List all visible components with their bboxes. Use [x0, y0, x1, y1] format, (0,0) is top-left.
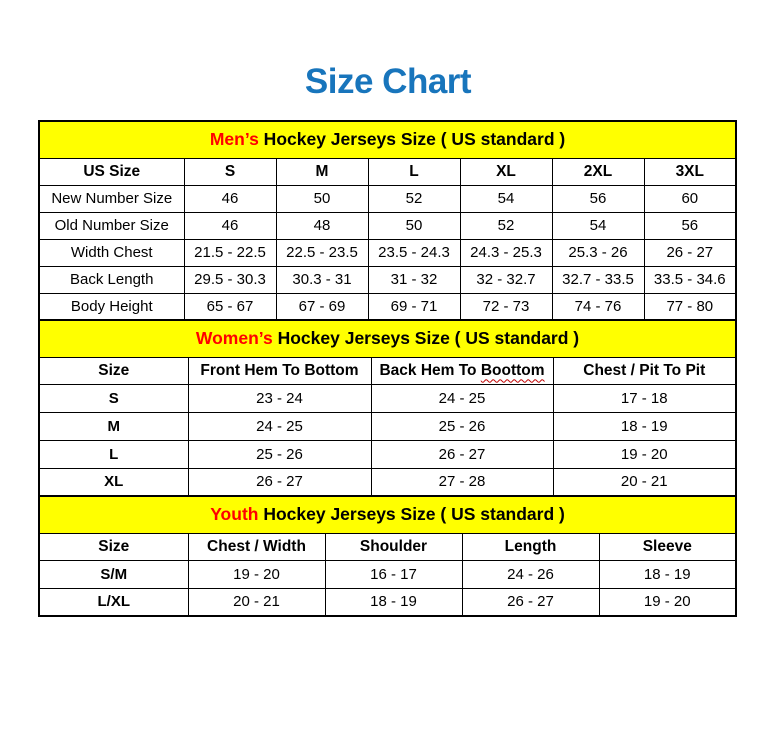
column-header-cell: Size — [39, 357, 188, 384]
column-header-cell: 2XL — [552, 158, 644, 185]
value-cell: 29.5 - 30.3 — [184, 266, 276, 293]
value-cell: 23 - 24 — [188, 384, 371, 412]
size-label-cell: XL — [39, 468, 188, 496]
column-header-cell: Front Hem To Bottom — [188, 357, 371, 384]
table-row — [39, 266, 736, 293]
size-label-cell: S — [39, 384, 188, 412]
column-header-cell: US Size — [39, 158, 184, 185]
table-row — [39, 293, 736, 320]
value-cell: 50 — [368, 212, 460, 239]
value-cell: 65 - 67 — [184, 293, 276, 320]
womens-section-band — [39, 320, 736, 357]
value-cell: 33.5 - 34.6 — [644, 266, 736, 293]
value-cell: 24.3 - 25.3 — [460, 239, 552, 266]
value-cell: 56 — [552, 185, 644, 212]
size-label-cell: L — [39, 440, 188, 468]
value-cell: 60 — [644, 185, 736, 212]
value-cell: 26 - 27 — [188, 468, 371, 496]
mens-size-table — [38, 120, 737, 321]
value-cell: 27 - 28 — [371, 468, 553, 496]
womens-section-highlight: Women’s — [195, 328, 273, 349]
size-chart-page — [0, 64, 776, 617]
value-cell: 74 - 76 — [552, 293, 644, 320]
value-cell: 31 - 32 — [368, 266, 460, 293]
value-cell: 24 - 25 — [371, 384, 553, 412]
value-cell: 32.7 - 33.5 — [552, 266, 644, 293]
value-cell: 72 - 73 — [460, 293, 552, 320]
table-row — [39, 440, 736, 468]
mens-section-text: Hockey Jerseys Size ( US standard ) — [258, 129, 566, 150]
value-cell: 25.3 - 26 — [552, 239, 644, 266]
value-cell: 22.5 - 23.5 — [276, 239, 368, 266]
size-label-cell: M — [39, 412, 188, 440]
column-header-cell: Chest / Pit To Pit — [553, 357, 736, 384]
value-cell: 20 - 21 — [188, 588, 325, 616]
column-header-cell: Sleeve — [599, 533, 736, 560]
value-cell: 25 - 26 — [371, 412, 553, 440]
column-header-cell: S — [184, 158, 276, 185]
value-cell: 18 - 19 — [553, 412, 736, 440]
column-header-cell: Chest / Width — [188, 533, 325, 560]
youth-size-table — [38, 495, 737, 617]
page-title: Size Chart — [304, 62, 472, 101]
mens-section-highlight: Men’s — [209, 129, 259, 150]
youth-section-band — [39, 496, 736, 533]
youth-section-text: Hockey Jerseys Size ( US standard ) — [258, 504, 565, 525]
row-label-cell: Width Chest — [39, 239, 184, 266]
value-cell: 46 — [184, 185, 276, 212]
value-cell: 54 — [552, 212, 644, 239]
value-cell: 17 - 18 — [553, 384, 736, 412]
table-row — [39, 212, 736, 239]
value-cell: 69 - 71 — [368, 293, 460, 320]
womens-header-row — [39, 357, 736, 384]
womens-section-title — [39, 320, 736, 357]
value-cell: 24 - 25 — [188, 412, 371, 440]
column-header-cell: L — [368, 158, 460, 185]
value-cell: 54 — [460, 185, 552, 212]
womens-section-text: Hockey Jerseys Size ( US standard ) — [272, 328, 580, 349]
column-header-cell: Length — [462, 533, 599, 560]
value-cell: 26 - 27 — [371, 440, 553, 468]
value-cell: 32 - 32.7 — [460, 266, 552, 293]
value-cell: 21.5 - 22.5 — [184, 239, 276, 266]
table-row — [39, 384, 736, 412]
size-label-cell: L/XL — [39, 588, 188, 616]
value-cell: 16 - 17 — [325, 560, 462, 588]
column-header-cell: Shoulder — [325, 533, 462, 560]
column-header-cell: 3XL — [644, 158, 736, 185]
mens-section-title — [39, 121, 736, 158]
value-cell: 26 - 27 — [462, 588, 599, 616]
column-header-text: Back Hem To — [379, 361, 481, 379]
value-cell: 56 — [644, 212, 736, 239]
column-header-cell: Size — [39, 533, 188, 560]
value-cell: 77 - 80 — [644, 293, 736, 320]
table-row — [39, 185, 736, 212]
table-row — [39, 468, 736, 496]
value-cell: 48 — [276, 212, 368, 239]
column-header-cell — [371, 357, 553, 384]
youth-header-row — [39, 533, 736, 560]
row-label-cell: Back Length — [39, 266, 184, 293]
value-cell: 67 - 69 — [276, 293, 368, 320]
value-cell: 19 - 20 — [553, 440, 736, 468]
value-cell: 18 - 19 — [599, 560, 736, 588]
table-row — [39, 412, 736, 440]
value-cell: 46 — [184, 212, 276, 239]
value-cell: 18 - 19 — [325, 588, 462, 616]
value-cell: 26 - 27 — [644, 239, 736, 266]
table-row — [39, 560, 736, 588]
row-label-cell: Old Number Size — [39, 212, 184, 239]
value-cell: 20 - 21 — [553, 468, 736, 496]
value-cell: 19 - 20 — [188, 560, 325, 588]
value-cell: 30.3 - 31 — [276, 266, 368, 293]
value-cell: 23.5 - 24.3 — [368, 239, 460, 266]
size-label-cell: S/M — [39, 560, 188, 588]
value-cell: 25 - 26 — [188, 440, 371, 468]
row-label-cell: New Number Size — [39, 185, 184, 212]
table-row — [39, 239, 736, 266]
column-header-cell: XL — [460, 158, 552, 185]
value-cell: 19 - 20 — [599, 588, 736, 616]
misspelled-word: Boottom — [480, 361, 545, 379]
size-chart — [38, 120, 735, 617]
table-row — [39, 588, 736, 616]
mens-section-band — [39, 121, 736, 158]
mens-header-row — [39, 158, 736, 185]
row-label-cell: Body Height — [39, 293, 184, 320]
youth-section-title — [39, 496, 736, 533]
youth-section-highlight: Youth — [210, 504, 259, 525]
value-cell: 24 - 26 — [462, 560, 599, 588]
column-header-cell: M — [276, 158, 368, 185]
womens-size-table — [38, 319, 737, 497]
value-cell: 50 — [276, 185, 368, 212]
value-cell: 52 — [460, 212, 552, 239]
value-cell: 52 — [368, 185, 460, 212]
